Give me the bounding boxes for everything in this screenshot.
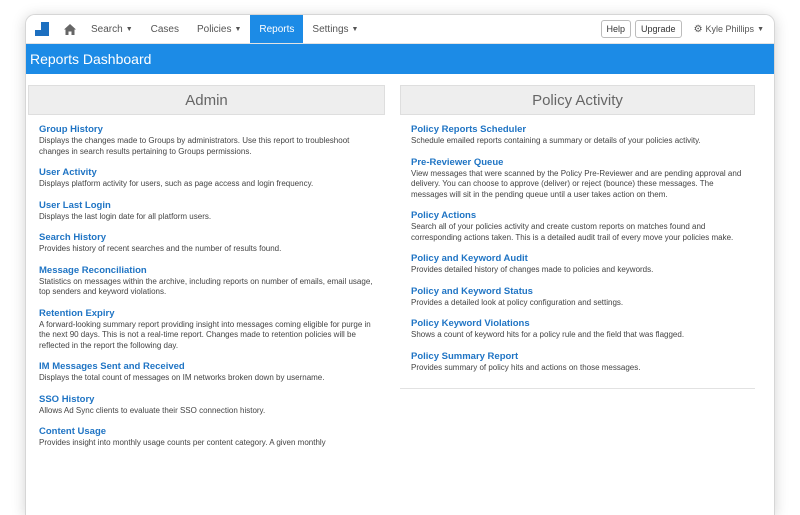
nav-search[interactable] (82, 15, 142, 43)
nav-cases[interactable] (142, 15, 188, 43)
app-window (25, 14, 775, 515)
admin-report-list (28, 115, 385, 449)
nav-reports[interactable] (250, 15, 303, 43)
nav-spacer (367, 15, 600, 43)
report-link[interactable]: Retention Expiry (39, 307, 115, 319)
chevron-down-icon: ▼ (757, 25, 764, 33)
report-description: Provides insight into monthly usage counts per content category. A given monthly (39, 438, 326, 447)
report-description: Provides history of recent searches and the number of results found. (39, 244, 282, 253)
report-link[interactable]: User Last Login (39, 199, 111, 211)
admin-report-item (39, 264, 385, 298)
policy-report-item (411, 209, 755, 243)
report-link[interactable]: SSO History (39, 393, 95, 405)
help-button[interactable]: Help (601, 20, 632, 38)
dashboard-content (26, 74, 774, 458)
nav-policies-label: Policies (196, 23, 232, 35)
gear-icon: ⚙ (693, 23, 703, 35)
report-link[interactable]: Search History (39, 232, 107, 243)
admin-panel (28, 85, 385, 458)
policy-report-item (411, 285, 755, 309)
report-link[interactable]: Content Usage (39, 426, 107, 437)
policy-report-item (411, 350, 755, 374)
chevron-down-icon: ▼ (234, 25, 242, 33)
report-description: Displays the last login date for all platform users. (39, 211, 212, 221)
report-description: A forward-looking summary report providing insight into messages coming eligible for purge in the next 90 days. This is not a real-time report. Changes made to retention policies will be reflected in the report the following day. (39, 319, 371, 350)
nav-reports-label: Reports (259, 23, 295, 35)
policy-report-item (411, 123, 755, 147)
admin-report-item (39, 393, 385, 417)
report-link[interactable]: User Activity (39, 167, 97, 178)
admin-report-item (39, 360, 385, 384)
policy-report-item (411, 252, 755, 276)
top-navigation-bar (26, 15, 774, 44)
user-name: Kyle Phillips (705, 24, 755, 34)
policy-report-item (411, 317, 755, 341)
admin-report-item (39, 307, 385, 352)
report-link[interactable]: Policy Summary Report (411, 350, 519, 362)
report-description: Displays the changes made to Groups by administrators. Use this report to troubleshoot changes in search results pertaining to Groups permissions. (39, 136, 350, 156)
user-menu[interactable] (686, 15, 774, 43)
report-link[interactable]: Policy Keyword Violations (411, 318, 530, 329)
nav-settings-label: Settings (312, 23, 349, 35)
admin-report-item (39, 199, 385, 223)
home-icon[interactable] (58, 15, 82, 43)
report-description: Displays platform activity for users, such as page access and login frequency. (39, 179, 314, 188)
nav-policies[interactable] (188, 15, 250, 43)
report-link[interactable]: Group History (39, 124, 103, 135)
nav-search-label: Search (91, 23, 123, 35)
report-description: Provides summary of policy hits and actions on those messages. (411, 362, 641, 372)
nav-cases-label: Cases (150, 23, 179, 35)
admin-report-item (39, 231, 385, 255)
policy-report-item (411, 156, 755, 201)
page-title-bar (26, 44, 774, 74)
admin-panel-header: Admin (28, 85, 385, 115)
report-description: Search all of your policies activity and create custom reports on matches found and corresponding actions taken. This is a detailed audit trail of every move your policies make. (411, 222, 734, 242)
report-description: Allows Ad Sync clients to evaluate their SSO connection history. (39, 405, 266, 415)
report-link[interactable]: Policy and Keyword Audit (411, 253, 528, 264)
report-link[interactable]: Policy Actions (411, 210, 477, 221)
report-link[interactable]: IM Messages Sent and Received (39, 361, 185, 372)
report-description: Displays the total count of messages on IM networks broken down by username. (39, 373, 325, 382)
policy-activity-panel-header: Policy Activity (400, 85, 755, 115)
chevron-down-icon: ▼ (351, 25, 359, 33)
policy-activity-panel (400, 85, 755, 458)
policy-report-list (400, 115, 755, 389)
report-description: View messages that were scanned by the Policy Pre-Reviewer and are pending approval and delivery. You can choose to approve (deliver) or reject (bounce) these messages. The messages will sit in the pending queue until a user takes action on them. (411, 168, 742, 199)
admin-report-item (39, 425, 385, 449)
report-link[interactable]: Message Reconciliation (39, 264, 147, 276)
upgrade-button[interactable]: Upgrade (635, 20, 682, 38)
report-description: Provides a detailed look at policy configuration and settings. (411, 297, 624, 307)
page-title: Reports Dashboard (30, 51, 152, 67)
admin-report-item (39, 166, 385, 190)
report-description: Schedule emailed reports containing a summary or details of your policies activity. (411, 136, 701, 145)
report-link[interactable]: Policy and Keyword Status (411, 285, 533, 297)
report-link[interactable]: Policy Reports Scheduler (411, 124, 527, 135)
report-link[interactable]: Pre-Reviewer Queue (411, 156, 504, 168)
report-description: Statistics on messages within the archive, including reports on number of emails, email usage, top senders and keyword violations. (39, 276, 373, 296)
chevron-down-icon: ▼ (125, 25, 133, 33)
report-description: Provides detailed history of changes made to policies and keywords. (411, 265, 654, 274)
logo-icon[interactable] (26, 15, 58, 43)
admin-report-item (39, 123, 385, 157)
nav-settings[interactable] (303, 15, 367, 43)
report-description: Shows a count of keyword hits for a policy rule and the field that was flagged. (411, 330, 685, 339)
